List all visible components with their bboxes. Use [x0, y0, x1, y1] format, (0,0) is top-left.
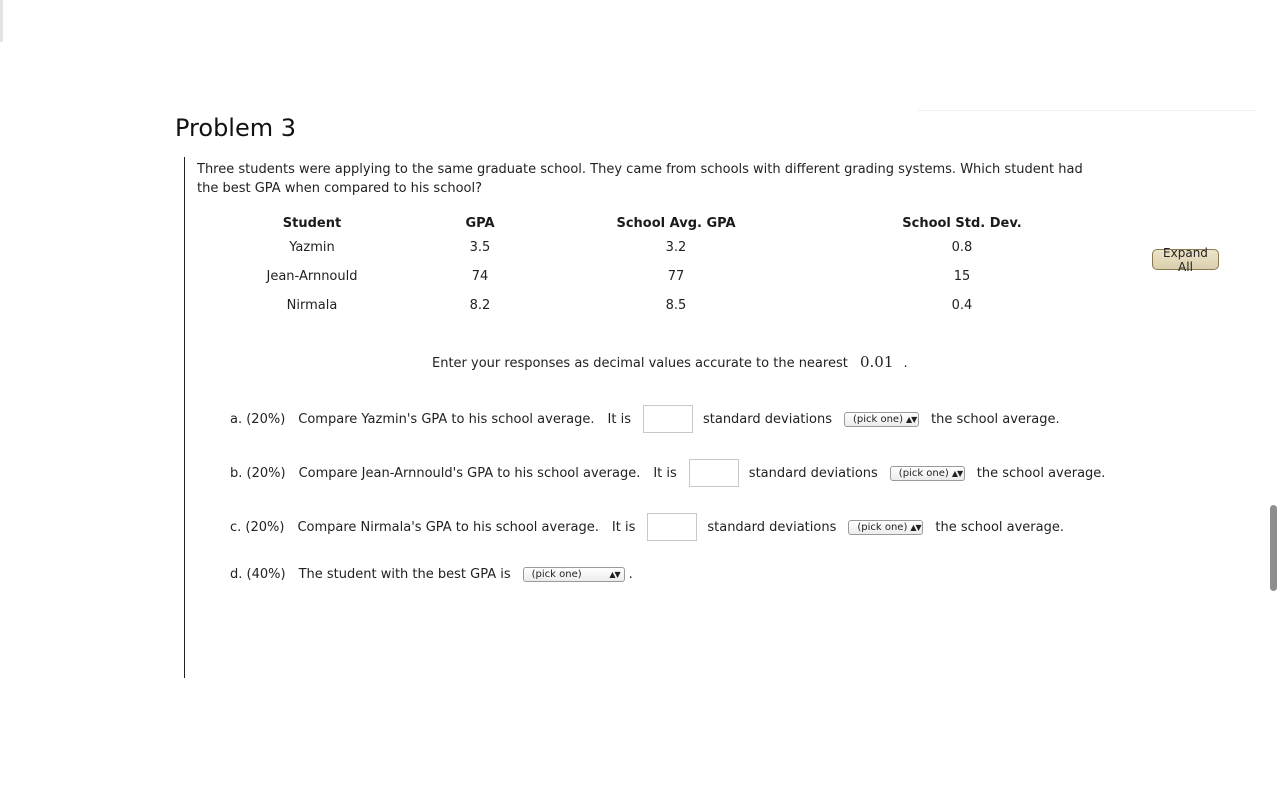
- problem-body: [184, 157, 1185, 678]
- question-c-tail: the school average.: [935, 519, 1064, 535]
- question-a-tail: the school average.: [930, 411, 1060, 427]
- header-gpa: GPA: [465, 215, 495, 231]
- select-arrows-icon: ▲▼: [910, 522, 921, 532]
- cell-std-dev: 0.4: [951, 298, 973, 313]
- header-student: Student: [282, 215, 342, 231]
- question-c-answer-input[interactable]: [647, 513, 697, 541]
- cell-student: Jean-Arnnould: [266, 269, 358, 284]
- question-d-label: d. (40%): [230, 567, 286, 582]
- cell-gpa: 8.2: [469, 298, 491, 313]
- question-c-std-text: standard deviations: [707, 519, 837, 535]
- question-c-select-value: (pick one): [857, 521, 908, 533]
- header-divider: [918, 110, 1256, 111]
- gpa-table: [185, 213, 1093, 320]
- question-b-select-value: (pick one): [898, 467, 949, 479]
- question-d-period: .: [628, 567, 633, 582]
- question-b-it-is: It is: [653, 465, 677, 481]
- cell-std-dev: 0.8: [951, 240, 973, 255]
- header-school-std-dev: School Std. Dev.: [902, 215, 1022, 231]
- table-row: [185, 262, 1093, 291]
- question-a-answer-input[interactable]: [643, 405, 693, 433]
- cell-std-dev: 15: [953, 269, 971, 284]
- question-b-direction-select[interactable]: [890, 466, 965, 481]
- select-arrows-icon: ▲▼: [609, 570, 620, 579]
- question-b-label: b. (20%): [230, 465, 286, 481]
- scrollbar-thumb[interactable]: [1270, 505, 1277, 591]
- question-d-text: The student with the best GPA is: [298, 567, 511, 582]
- question-b-tail: the school average.: [976, 465, 1106, 481]
- question-d: [230, 567, 633, 582]
- question-d-select-value: (pick one): [531, 569, 582, 580]
- question-b-text: Compare Jean-Arnnould's GPA to his school average.: [298, 465, 641, 481]
- table-row: [185, 291, 1093, 320]
- expand-all-button[interactable]: Expand All: [1152, 249, 1219, 270]
- instructions-text: Enter your responses as decimal values accurate to the nearest: [432, 356, 848, 371]
- cell-student: Yazmin: [289, 240, 335, 255]
- table-header-row: [185, 213, 1093, 233]
- question-c-text: Compare Nirmala's GPA to his school average.: [297, 519, 599, 535]
- select-arrows-icon: ▲▼: [906, 414, 917, 424]
- question-a-text: Compare Yazmin's GPA to his school average.: [298, 411, 595, 427]
- question-c-label: c. (20%): [230, 519, 285, 535]
- question-a: [230, 405, 1060, 433]
- problem-intro: Three students were applying to the same graduate school. They came from schools with different grading systems. Which student had the best GPA when compared to his school?: [197, 162, 1083, 196]
- problem-title: Problem 3: [175, 114, 297, 142]
- question-b-answer-input[interactable]: [689, 459, 739, 487]
- instructions-period: .: [903, 356, 908, 371]
- left-edge-mark: [0, 0, 3, 42]
- cell-school-avg: 77: [667, 269, 685, 284]
- question-d-student-select[interactable]: [523, 567, 625, 582]
- question-a-std-text: standard deviations: [702, 411, 832, 427]
- header-school-avg-gpa: School Avg. GPA: [616, 215, 736, 231]
- question-a-label: a. (20%): [230, 411, 286, 427]
- question-a-direction-select[interactable]: [844, 412, 919, 427]
- question-a-select-value: (pick one): [852, 413, 903, 425]
- cell-school-avg: 3.2: [665, 240, 687, 255]
- cell-school-avg: 8.5: [665, 298, 687, 313]
- question-c-it-is: It is: [611, 519, 636, 535]
- question-b-std-text: standard deviations: [748, 465, 878, 481]
- question-c: [230, 513, 1064, 541]
- question-a-it-is: It is: [607, 411, 631, 427]
- question-b: [230, 459, 1105, 487]
- select-arrows-icon: ▲▼: [951, 468, 963, 478]
- precision-value: 0.01: [859, 353, 894, 371]
- cell-gpa: 74: [471, 269, 489, 284]
- cell-gpa: 3.5: [469, 240, 491, 255]
- instructions: [432, 353, 908, 371]
- question-c-direction-select[interactable]: [848, 520, 923, 535]
- table-row: [185, 233, 1093, 262]
- cell-student: Nirmala: [286, 298, 338, 313]
